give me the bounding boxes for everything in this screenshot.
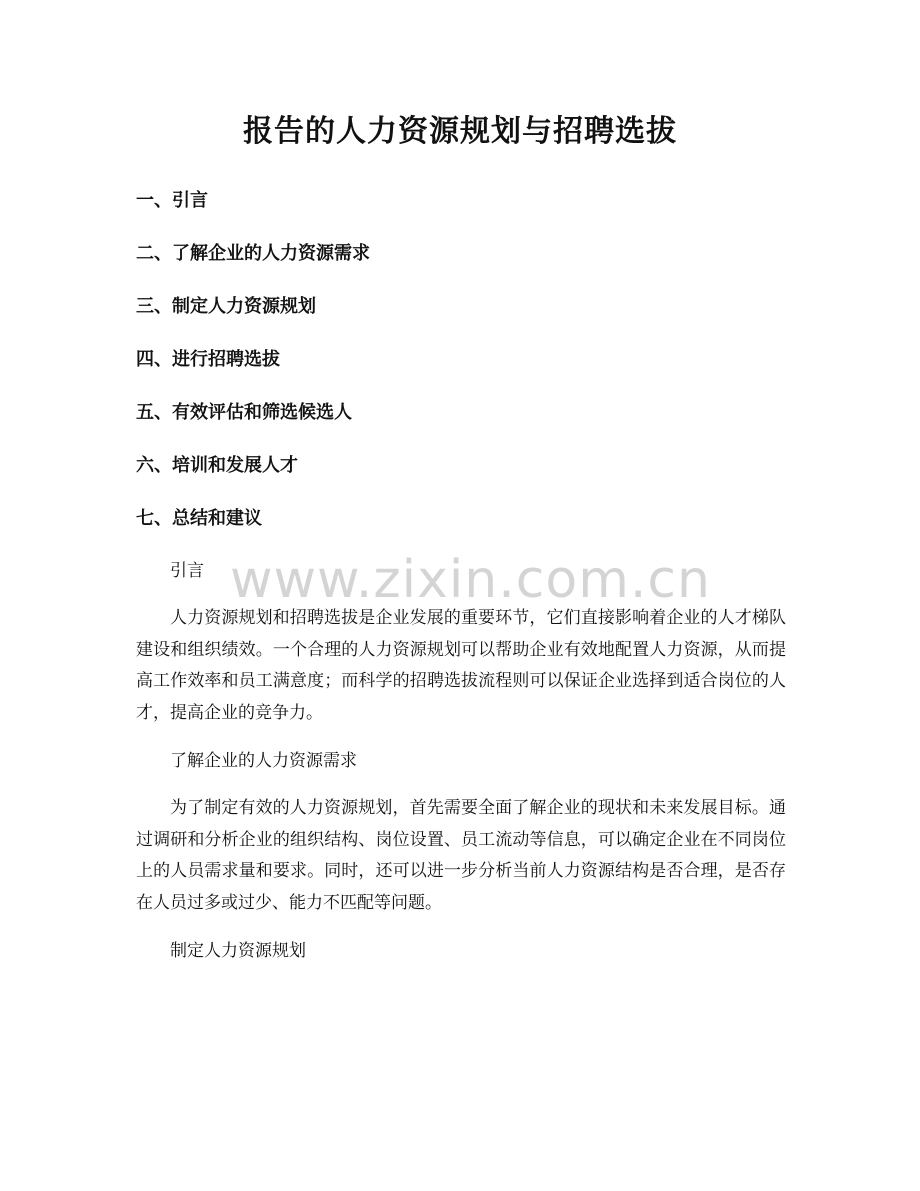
section-heading-hr-needs: 了解企业的人力资源需求	[170, 751, 357, 771]
watermark: www.zixin.com.cn	[230, 550, 711, 610]
toc-item-3: 三、制定人力资源规划	[136, 296, 316, 317]
toc-item-4: 四、进行招聘选拔	[136, 349, 280, 370]
toc-item-2: 二、了解企业的人力资源需求	[136, 243, 370, 264]
toc-item-1: 一、引言	[136, 190, 208, 211]
paragraph-hr-needs: 为了制定有效的人力资源规划，首先需要全面了解企业的现状和未来发展目标。通过调研和分析企业的组织结构、岗位设置、员工流动等信息，可以确定企业在不同岗位上的人员需求量和要求。同时，还可以进一步分析当前人力资源结构是否合理，是否存在人员过多或过少、能力不匹配等问题。	[136, 798, 786, 913]
toc-item-7: 七、总结和建议	[136, 508, 262, 529]
section-heading-introduction: 引言	[170, 561, 204, 581]
document-body	[136, 556, 786, 967]
section-heading-hr-planning: 制定人力资源规划	[170, 941, 306, 961]
document-title: 报告的人力资源规划与招聘选拔	[243, 114, 677, 149]
table-of-contents	[136, 186, 786, 557]
paragraph-introduction: 人力资源规划和招聘选拔是企业发展的重要环节，它们直接影响着企业的人才梯队建设和组织绩效。一个合理的人力资源规划可以帮助企业有效地配置人力资源，从而提高工作效率和员工满意度；而科学的招聘选拔流程则可以保证企业选择到适合岗位的人才，提高企业的竞争力。	[136, 608, 786, 723]
toc-item-6: 六、培训和发展人才	[136, 455, 298, 476]
toc-item-5: 五、有效评估和筛选候选人	[136, 402, 352, 423]
